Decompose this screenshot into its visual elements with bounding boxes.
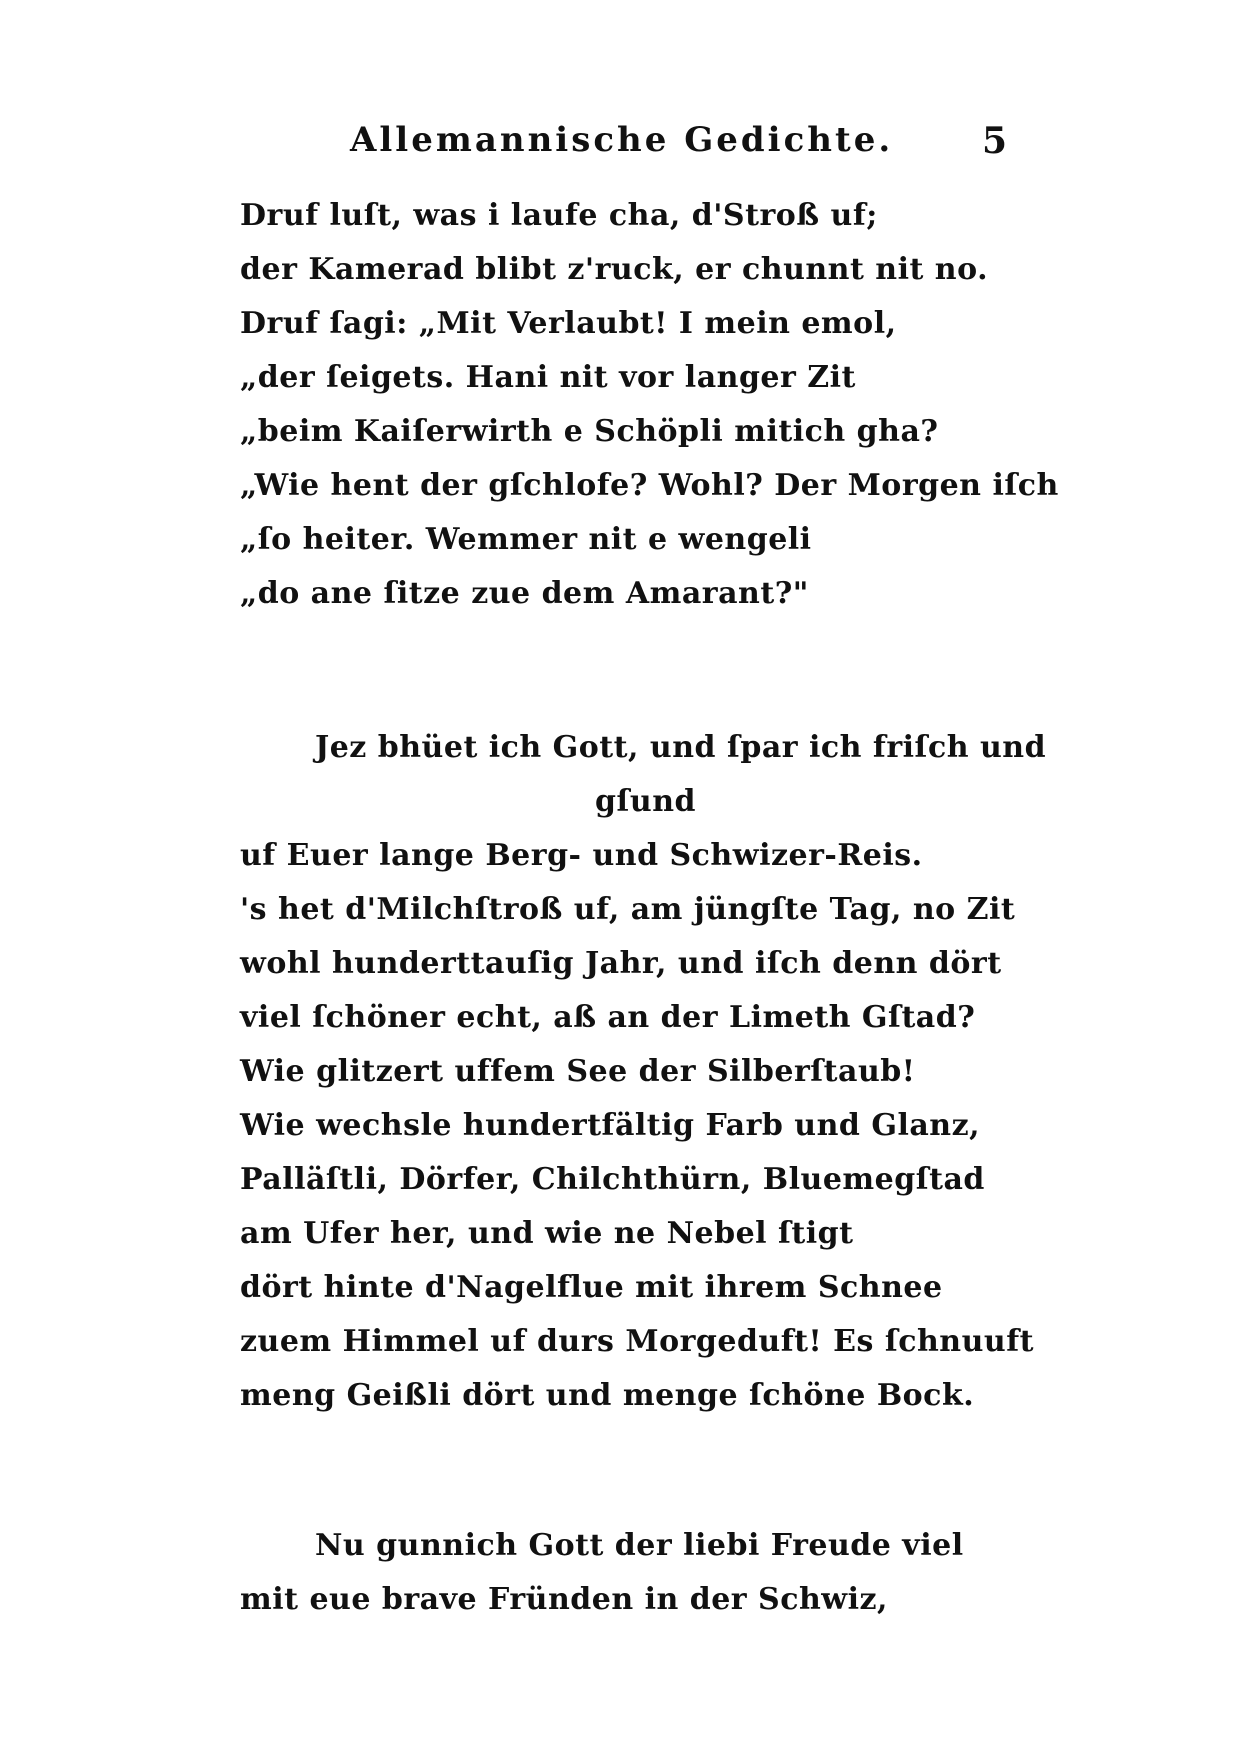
verse-line: „der ſeigets. Hani nit vor langer Zit — [240, 360, 856, 395]
verse-line: meng Geißli dört und menge ſchöne Bock. — [240, 1378, 975, 1413]
page-number: 5 — [982, 120, 1008, 162]
verse-line: uf Euer lange Berg- und Schwizer-Reis. — [240, 838, 923, 873]
verse-line: Nu gunnich Gott der liebi Freude viel — [315, 1528, 964, 1563]
running-head — [0, 120, 1241, 180]
verse-line: der Kamerad blibt z'ruck, er chunnt nit no. — [240, 252, 989, 287]
verse-line: „do ane ſitze zue dem Amarant?" — [240, 576, 809, 611]
verse-line: „beim Kaiſerwirth e Schöpli mitich gha? — [240, 414, 939, 449]
verse-line: am Ufer her, und wie ne Nebel ſtigt — [240, 1216, 854, 1251]
verse-line: Wie glitzert uffem See der Silberſtaub! — [240, 1054, 916, 1089]
verse-line-continuation: gſund — [595, 784, 696, 819]
verse-line: Palläſtli, Dörfer, Chilchthürn, Bluemegſtad — [240, 1162, 985, 1197]
verse-line: viel ſchöner echt, aß an der Limeth Gſtad? — [240, 1000, 976, 1035]
verse-line: Druf luſt, was i laufe cha, d'Stroß uf; — [240, 198, 878, 233]
verse-line: wohl hunderttauſig Jahr, und iſch denn dört — [240, 946, 1002, 981]
verse-line: mit eue brave Fründen in der Schwiz, — [240, 1582, 888, 1617]
verse-line: „ſo heiter. Wemmer nit e wengeli — [240, 522, 812, 557]
verse-line: „Wie hent der gſchlofe? Wohl? Der Morgen iſch — [240, 468, 1059, 503]
verse-line: zuem Himmel uf durs Morgeduft! Es ſchnuuft — [240, 1324, 1034, 1359]
running-title: Allemannische Gedichte. — [350, 120, 894, 160]
verse-line: Druf ſagi: „Mit Verlaubt! I mein emol, — [240, 306, 897, 341]
verse-line: 's het d'Milchſtroß uf, am jüngſte Tag, no Zit — [240, 892, 1016, 927]
verse-line: Wie wechsle hundertfältig Farb und Glanz, — [240, 1108, 981, 1143]
verse-line: Jez bhüet ich Gott, und ſpar ich friſch und — [315, 730, 1047, 765]
verse-line: dört hinte d'Nagelflue mit ihrem Schnee — [240, 1270, 943, 1305]
